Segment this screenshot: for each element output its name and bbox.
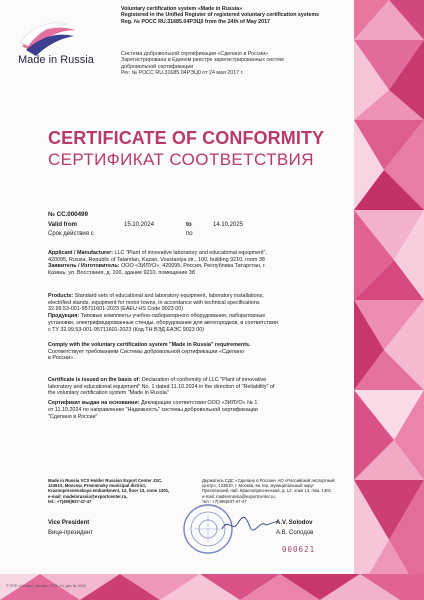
products-line-ru: Типовые комплекты учебно-лабораторного оборудования, лабораторные <box>80 313 266 320</box>
basis-line: Declaration of conformity of LLC "Plant of innovative <box>141 377 267 383</box>
signatory-name: A.V. Solodov <box>276 520 313 526</box>
header-ru-line: Рег. № POCC RU.31685.04РЭЦ0 от 24 мая 2017 г. <box>121 70 244 77</box>
basis-line-ru: "Сделано в России" <box>48 413 98 420</box>
holder-english <box>48 478 198 504</box>
printer-footer: © ППП «Гознак», Москва, 2024. Уч. дет. № 3040 <box>6 584 86 588</box>
basis-label: Certificate is issued on the basis of: <box>48 377 141 383</box>
holder-line: tel.: +7(495)937-47-47 <box>48 498 92 504</box>
header-ru-line: Зарегистрирована в Едином реестре зарегистрированных систем <box>121 57 284 64</box>
basis-line: laboratory and educational equipment" No. 1 dated 11.10.2024 in the direction of "Reliability" of <box>48 383 275 390</box>
applicant-line-ru: ООО «ЗИЛУО», 420095, Россия, Республика Татарстан, г. <box>121 263 266 270</box>
header-en-line: Registered in the Unified Register of registered voluntary certification systems <box>121 12 320 19</box>
basis-line-ru: Декларации соответствия ООО «ЗИЛУО» № 1 <box>140 400 258 407</box>
products-label: Products: <box>48 293 74 299</box>
applicant-line: LLC "Plant of innovative laboratory and educational equipment", <box>114 250 267 256</box>
header-en-line: Reg. № POCC RU.31685.04РЭЦ0 from the 24th of May 2017 <box>121 18 270 25</box>
valid-from-date: 15.10.2024 <box>124 222 155 228</box>
applicant-section <box>48 250 363 277</box>
holder-line-ru: Держатель СДС «Сделано в России» АО «Российский экспортный <box>202 478 335 483</box>
handwritten-signature <box>220 515 280 533</box>
header-ru-line: Система добровольной сертификации «Сделано в России» <box>121 51 269 57</box>
holder-line: 123610, Moscow, Presnensky municipal district, <box>48 483 146 489</box>
holder-line-ru: Пресненский, наб. Краснопресненская, д. 12, этаж 13, пом. 1301 <box>202 488 332 494</box>
products-line-ru: установки, электрифицированные стенды, оборудование для автогородков, в соответствии <box>48 319 278 326</box>
basis-section <box>48 377 363 420</box>
comply-ru: Соответствует требованиям Системы добровольной сертификации «Сделано <box>48 348 244 355</box>
header-english <box>121 6 361 25</box>
holder-line: Krasnopresnenskaya embankment, 12, floor 13, room 1301, <box>48 488 170 494</box>
products-line: Standard sets of educational and laboratory equipment, laboratory installations, <box>74 293 264 299</box>
comply-ru: в России». <box>48 355 75 362</box>
holder-line-ru: e-mail: madeinrussia@exportcenter.ru, <box>202 493 276 499</box>
title-english: CERTIFICATE OF CONFORMITY <box>48 128 325 148</box>
basis-line: the voluntary certification system "Made in Russia" <box>48 390 169 397</box>
logo-label: Made in Russia <box>18 54 94 66</box>
products-line: electrified stands, equipment for motor towns, in accordance with technical specifications <box>48 299 260 306</box>
products-section <box>48 293 363 333</box>
holder-russian <box>202 478 364 504</box>
basis-label-ru: Сертификат выдан на основании: <box>48 400 140 407</box>
valid-to-label: to <box>186 222 192 228</box>
valid-from-label-ru: Срок действия с <box>48 231 94 237</box>
holder-line-ru: тел.: +7(495)937-47-47 <box>202 498 247 504</box>
valid-from-label: Valid from <box>48 222 78 228</box>
comply-section <box>48 342 363 362</box>
applicant-line: 420095, Russia, Republic of Tatarstan, Kazan, Vosstaniya str., 100, building 9210, room 38 <box>48 256 265 263</box>
certificate-number: № CC.000499 <box>48 211 88 218</box>
vice-president-label-ru: Вице-президент <box>48 530 93 536</box>
serial-number: 000621 <box>282 545 316 554</box>
comply-en: Comply with the voluntary certification system "Made in Russia" requirements. <box>48 342 251 348</box>
header-russian <box>121 51 371 77</box>
basis-line-ru: от 11.10.2024 по направлению "Надежность" системы добровольной сертификации <box>48 406 258 413</box>
valid-to-date: 14.10.2025 <box>213 222 244 228</box>
products-line-ru: с ТУ 32.99.53-001-95711601-2023 (Код ТН ВЭД ЕАЭС 9023 00) <box>48 326 205 333</box>
applicant-line-ru: Казань, ул. Восстания, д. 100, здание 9210, помещение 38 <box>48 270 195 277</box>
holder-line: e-mail: madeinrussia@exportcenter.ru, <box>48 493 128 499</box>
applicant-label-ru: Заявитель / Изготовитель: <box>48 263 120 270</box>
header-en-line: Voluntary certification system «Made in Russia» <box>121 6 243 12</box>
products-line: 32.99.53-001-95711601-2023 (EAEU HS Code 9023 00) <box>48 306 184 313</box>
title-russian: СЕРТИФИКАТ СООТВЕТСТВИЯ <box>48 150 314 169</box>
holder-line: Made in Russia VCS Holder Russian Export Center JSC, <box>48 478 163 483</box>
products-label-ru: Продукция: <box>48 313 80 320</box>
holder-line-ru: центр», 123610, г. Москва, вн.тер. муниципальный округ <box>202 483 315 489</box>
vice-president-label: Vice President <box>48 520 90 526</box>
header-ru-line: добровольной сертификации <box>121 63 194 70</box>
valid-to-label-ru: по <box>186 231 193 237</box>
signatory-name-ru: А.В. Солодов <box>276 530 314 536</box>
decorative-pattern <box>354 0 424 600</box>
applicant-label: Applicant / Manufacturer: <box>48 250 113 256</box>
